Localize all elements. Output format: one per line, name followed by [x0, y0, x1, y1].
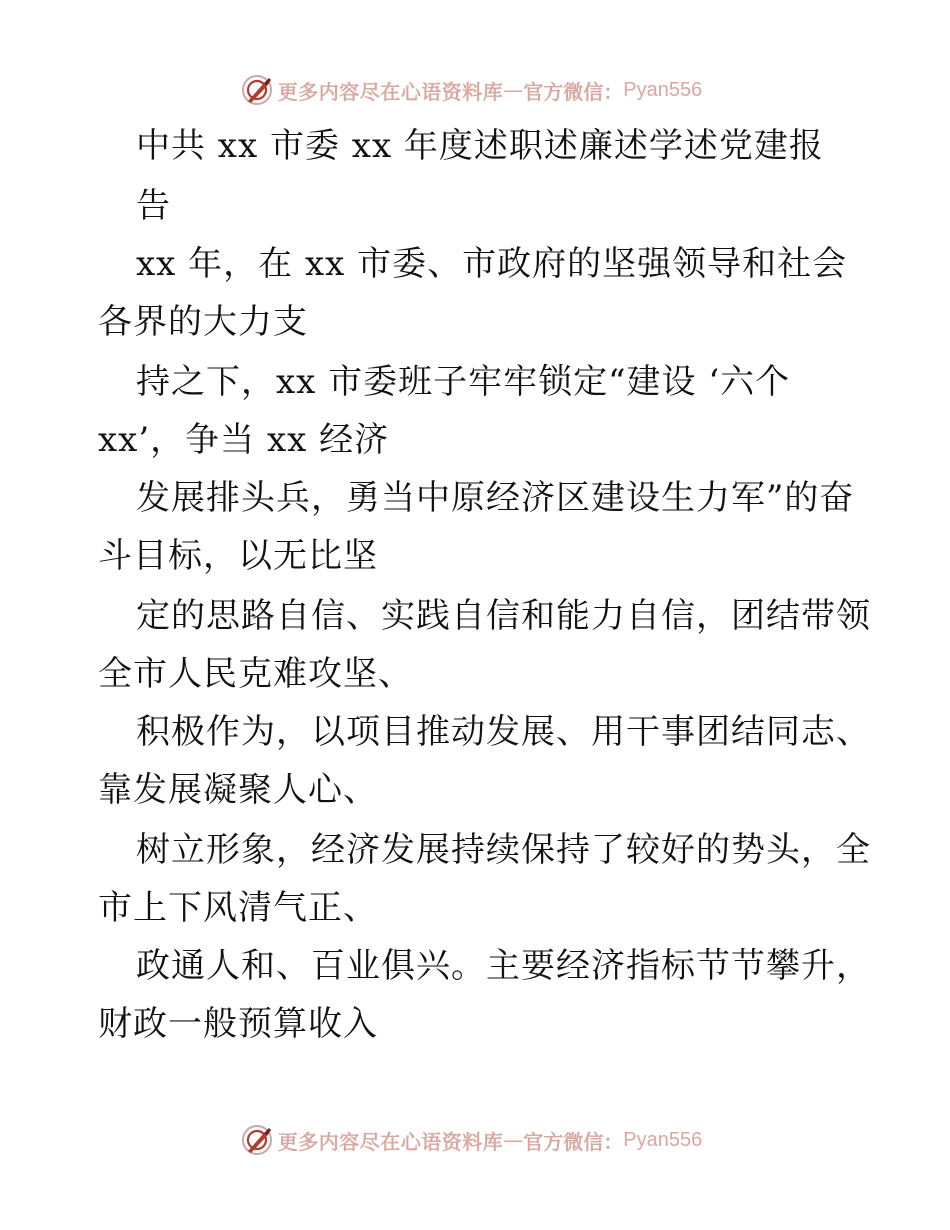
title-line-2: 告 — [136, 186, 171, 226]
body-line-14: 财政一般预算收入 — [98, 1004, 378, 1044]
watermark-separator: — — [503, 1128, 524, 1152]
body-line-12: 市上下风清气正、 — [98, 888, 378, 928]
watermark-text: 更多内容尽在心语资料库 — [277, 1129, 504, 1154]
wechat-id: Pyan556 — [623, 78, 703, 101]
body-line-2: 各界的大力支 — [98, 302, 308, 342]
footer-watermark — [0, 1120, 950, 1160]
wechat-id: Pyan556 — [623, 1128, 703, 1151]
body-line-13: 政通人和、百业俱兴。主要经济指标节节攀升， — [136, 946, 871, 986]
body-line-5: 发展排头兵，勇当中原经济区建设生力军”的奋 — [136, 478, 855, 518]
body-line-1: xx 年，在 xx 市委、市政府的坚强领导和社会 — [136, 244, 848, 284]
body-line-4: xx’，争当 xx 经济 — [98, 420, 390, 460]
body-line-11: 树立形象，经济发展持续保持了较好的势头，全 — [136, 830, 871, 870]
watermark-separator: — — [503, 78, 524, 102]
body-line-3: 持之下，xx 市委班子牢牢锁定“建设 ‘六个 — [136, 362, 791, 402]
body-line-10: 靠发展凝聚人心、 — [98, 770, 378, 810]
pen-logo-icon — [240, 1123, 274, 1157]
body-line-9: 积极作为，以项目推动发展、用干事团结同志、 — [136, 712, 871, 752]
pen-logo-icon — [240, 73, 274, 107]
title-line-1: 中共 xx 市委 xx 年度述职述廉述学述党建报 — [136, 126, 824, 166]
header-watermark — [0, 70, 950, 110]
watermark-text: 更多内容尽在心语资料库 — [277, 79, 504, 104]
body-line-8: 全市人民克难攻坚、 — [98, 654, 413, 694]
wechat-label: 官方微信： — [523, 1129, 624, 1154]
wechat-label: 官方微信： — [523, 79, 624, 104]
body-line-6: 斗目标，以无比坚 — [98, 536, 378, 576]
body-line-7: 定的思路自信、实践自信和能力自信，团结带领 — [136, 596, 871, 636]
